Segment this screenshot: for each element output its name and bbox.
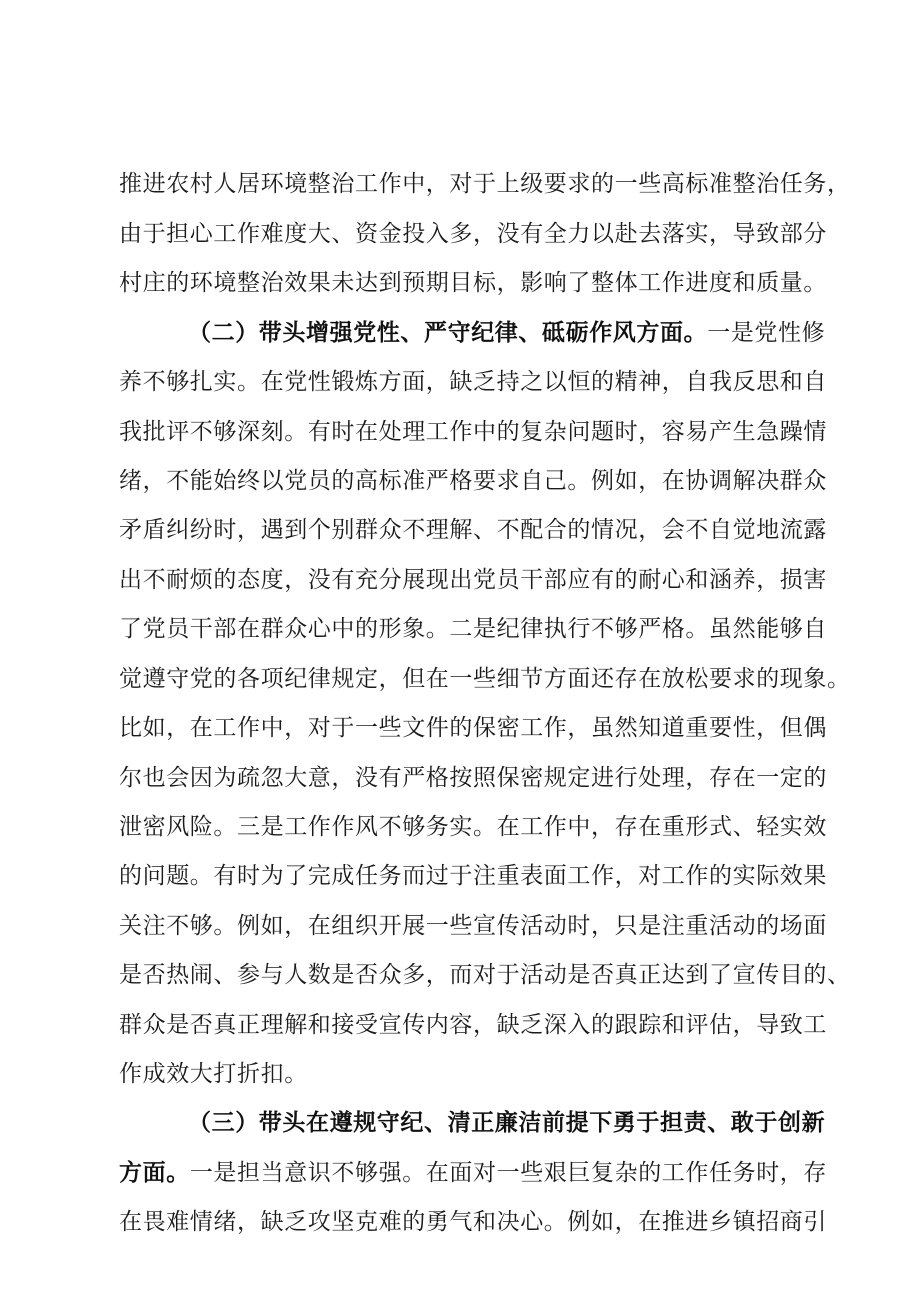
paragraph-1-line-1: 推进农村人居环境整治工作中，对于上级要求的一些高标准整治任务，: [119, 171, 851, 197]
paragraph-2-line-11: 泄密风险。三是工作作风不够务实。在工作中，存在重形式、轻实效: [119, 814, 827, 840]
paragraph-3-line-2: [119, 1155, 828, 1191]
paragraph-2-line-10: 尔也会因为疏忽大意，没有严格按照保密规定进行处理，存在一定的: [119, 765, 827, 791]
paragraph-3-line-3: 在畏难情绪，缺乏攻坚克难的勇气和决心。例如，在推进乡镇招商引: [119, 1209, 827, 1235]
paragraph-2-line-12: 的问题。有时为了完成任务而过于注重表面工作，对工作的实际效果: [119, 863, 827, 889]
paragraph-2-line-16: 作成效大打折扣。: [119, 1061, 308, 1087]
paragraph-2-line-8: 觉遵守党的各项纪律规定，但在一些细节方面还存在放松要求的现象。: [119, 666, 851, 692]
paragraph-2-first-line: [188, 315, 826, 351]
paragraph-3-line-2-text: 一是担当意识不够强。在面对一些艰巨复杂的工作任务时，存: [189, 1160, 828, 1186]
section-heading-3-line-2: 方面。: [119, 1160, 190, 1186]
section-heading-3-line-1: （三）带头在遵规守纪、清正廉洁前提下勇于担责、敢于创新: [188, 1110, 826, 1136]
section-heading-2: （二）带头增强党性、严守纪律、砥砺作风方面。: [188, 320, 708, 346]
paragraph-2-line-7: 了党员干部在群众心中的形象。二是纪律执行不够严格。虽然能够自: [119, 616, 827, 642]
paragraph-2-line-14: 是否热闹、参与人数是否众多，而对于活动是否真正达到了宣传目的、: [119, 962, 851, 988]
paragraph-2-line-3: 我批评不够深刻。有时在处理工作中的复杂问题时，容易产生急躁情: [119, 419, 827, 445]
paragraph-2-line-2: 养不够扎实。在党性锻炼方面，缺乏持之以恒的精神，自我反思和自: [119, 369, 827, 395]
paragraph-2-line-6: 出不耐烦的态度，没有充分展现出党员干部应有的耐心和涵养，损害: [119, 567, 827, 593]
paragraph-1-line-2: 由于担心工作难度大、资金投入多，没有全力以赴去落实，导致部分: [119, 221, 827, 247]
paragraph-2-line-4: 绪，不能始终以党员的高标准严格要求自己。例如，在协调解决群众: [119, 468, 827, 494]
paragraph-1-line-3: 村庄的环境整治效果未达到预期目标，影响了整体工作进度和质量。: [119, 270, 827, 296]
paragraph-2-line-9: 比如，在工作中，对于一些文件的保密工作，虽然知道重要性，但偶: [119, 715, 827, 741]
paragraph-2-line-13: 关注不够。例如，在组织开展一些宣传活动时，只是注重活动的场面: [119, 913, 827, 939]
paragraph-2-line-5: 矛盾纠纷时，遇到个别群众不理解、不配合的情况，会不自觉地流露: [119, 517, 827, 543]
paragraph-2-line-15: 群众是否真正理解和接受宣传内容，缺乏深入的跟踪和评估，导致工: [119, 1012, 827, 1038]
paragraph-2-first-line-text: 一是党性修: [707, 320, 826, 346]
